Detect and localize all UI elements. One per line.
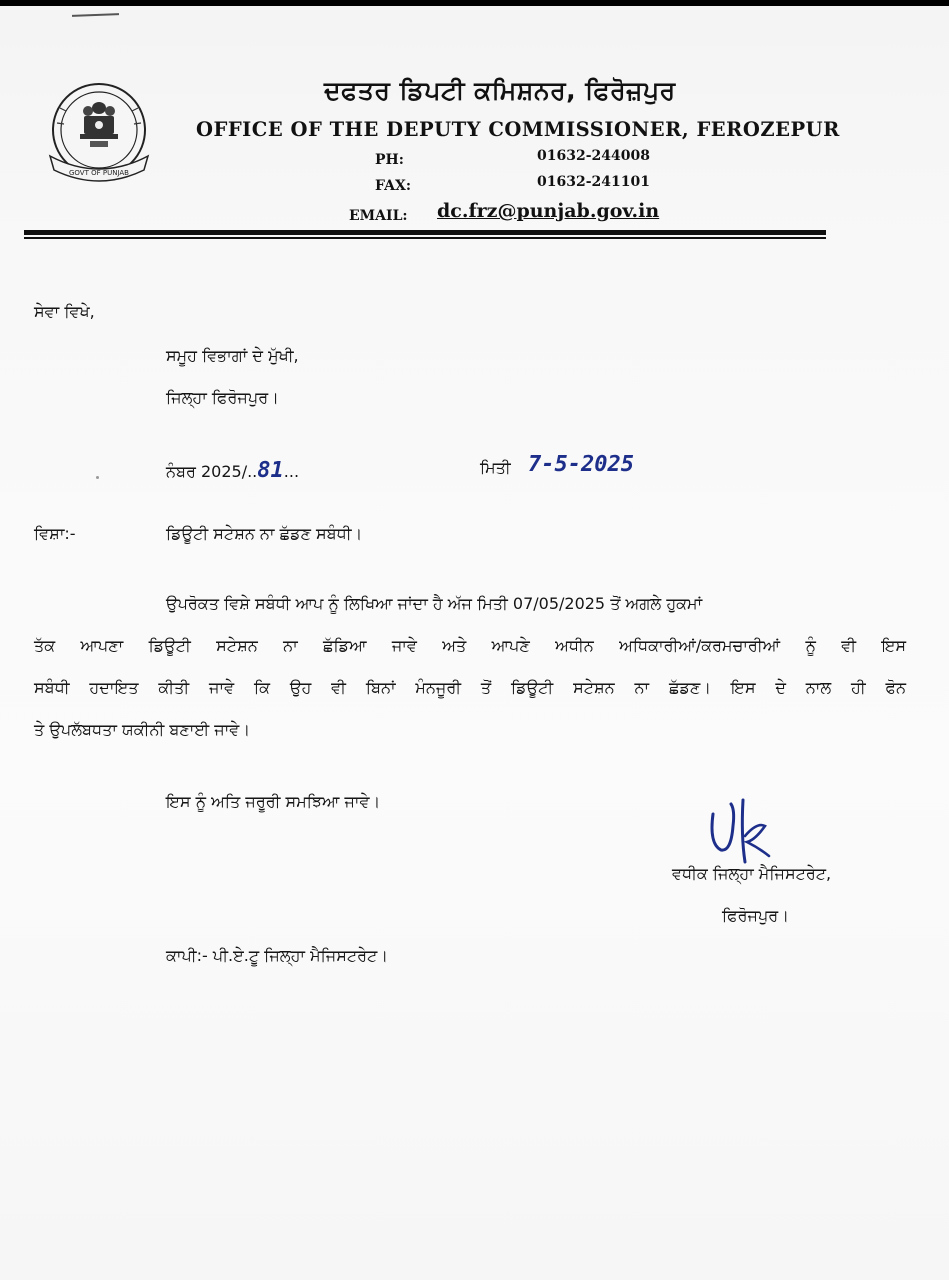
reference-number-handwritten: 81 [257, 458, 284, 483]
date-handwritten: 7-5-2025 [528, 452, 634, 477]
subject-label: ਵਿਸ਼ਾ:- [34, 524, 76, 543]
date-label: ਮਿਤੀ [480, 458, 511, 477]
urgent-note: ਇਸ ਨੂੰ ਅਤਿ ਜਰੂਰੀ ਸਮਝਿਆ ਜਾਵੇ। [166, 792, 381, 811]
reference-number [166, 458, 299, 483]
subject-text: ਡਿਊਟੀ ਸਟੇਸ਼ਨ ਨਾ ਛੱਡਣ ਸਬੰਧੀ। [166, 524, 363, 543]
email-label: EMAIL: [349, 208, 408, 224]
letterhead-divider-thick [24, 230, 826, 235]
salutation: ਸੇਵਾ ਵਿਖੇ, [34, 302, 95, 321]
email-link[interactable]: dc.frz@punjab.gov.in [437, 200, 660, 222]
office-name-punjabi: ਦਫਤਰ ਡਿਪਟੀ ਕਮਿਸ਼ਨਰ, ਫਿਰੋਜ਼ਪੁਰ [324, 76, 676, 105]
office-name-english: OFFICE OF THE DEPUTY COMMISSIONER, FEROZEPUR [196, 118, 840, 141]
fax-value: 01632-241101 [537, 174, 650, 190]
fax-label: FAX: [375, 178, 412, 194]
reference-number-label: ਨੰਬਰ 2025/.. [166, 462, 258, 481]
copy-to-line: ਕਾਪੀ:- ਪੀ.ਏ.ਟੂ ਜਿਲ੍ਹਾ ਮੈਜਿਸਟਰੇਟ। [166, 946, 389, 965]
signatory-place: ਫਿਰੋਜਪੁਰ। [722, 906, 789, 925]
addressee-line-2: ਜਿਲ੍ਹਾ ਫਿਰੋਜਪੁਰ। [166, 388, 279, 407]
phone-value: 01632-244008 [537, 148, 650, 164]
body-line-4: ਤੇ ਉਪਲੱਬਧਤਾ ਯਕੀਨੀ ਬਣਾਈ ਜਾਵੇ। [34, 720, 251, 739]
punjab-govt-seal-icon [40, 78, 158, 190]
paper-speck [96, 476, 99, 479]
reference-number-dots: ... [283, 462, 300, 481]
letterhead-divider-thin [24, 237, 826, 239]
body-line-3: ਸਬੰਧੀ ਹਦਾਇਤ ਕੀਤੀ ਜਾਵੇ ਕਿ ਉਹ ਵੀ ਬਿਨਾਂ ਮੰਨਜੂਰੀ ਤੋਂ ਡਿਊਟੀ ਸਟੇਸ਼ਨ ਨਾ ਛੱਡਣ। ਇਸ ਦੇ ਨਾਲ ਹੀ ਫੋਨ [34, 678, 906, 697]
phone-label: PH: [375, 152, 404, 168]
letter-page [0, 6, 949, 1280]
body-line-1: ਉਪਰੋਕਤ ਵਿਸ਼ੇ ਸਬੰਧੀ ਆਪ ਨੂੰ ਲਿਖਿਆ ਜਾਂਦਾ ਹੈ ਅੱਜ ਮਿਤੀ 07/05/2025 ਤੋਂ ਅਗਲੇ ਹੁਕਮਾਂ [166, 594, 703, 613]
seal-ribbon-text: GOVT OF PUNJAB [69, 169, 129, 177]
addressee-line-1: ਸਮੂਹ ਵਿਭਾਗਾਂ ਦੇ ਮੁੱਖੀ, [166, 346, 299, 365]
body-line-2: ਤੱਕ ਆਪਣਾ ਡਿਊਟੀ ਸਟੇਸ਼ਨ ਨਾ ਛੱਡਿਆ ਜਾਵੇ ਅਤੇ ਆਪਣੇ ਅਧੀਨ ਅਧਿਕਾਰੀਆਂ/ਕਰਮਚਾਰੀਆਂ ਨੂੰ ਵੀ ਇਸ [34, 636, 906, 655]
pen-stroke-mark [72, 13, 119, 17]
signatory-title: ਵਧੀਕ ਜਿਲ੍ਹਾ ਮੈਜਿਸਟਰੇਟ, [672, 864, 832, 883]
